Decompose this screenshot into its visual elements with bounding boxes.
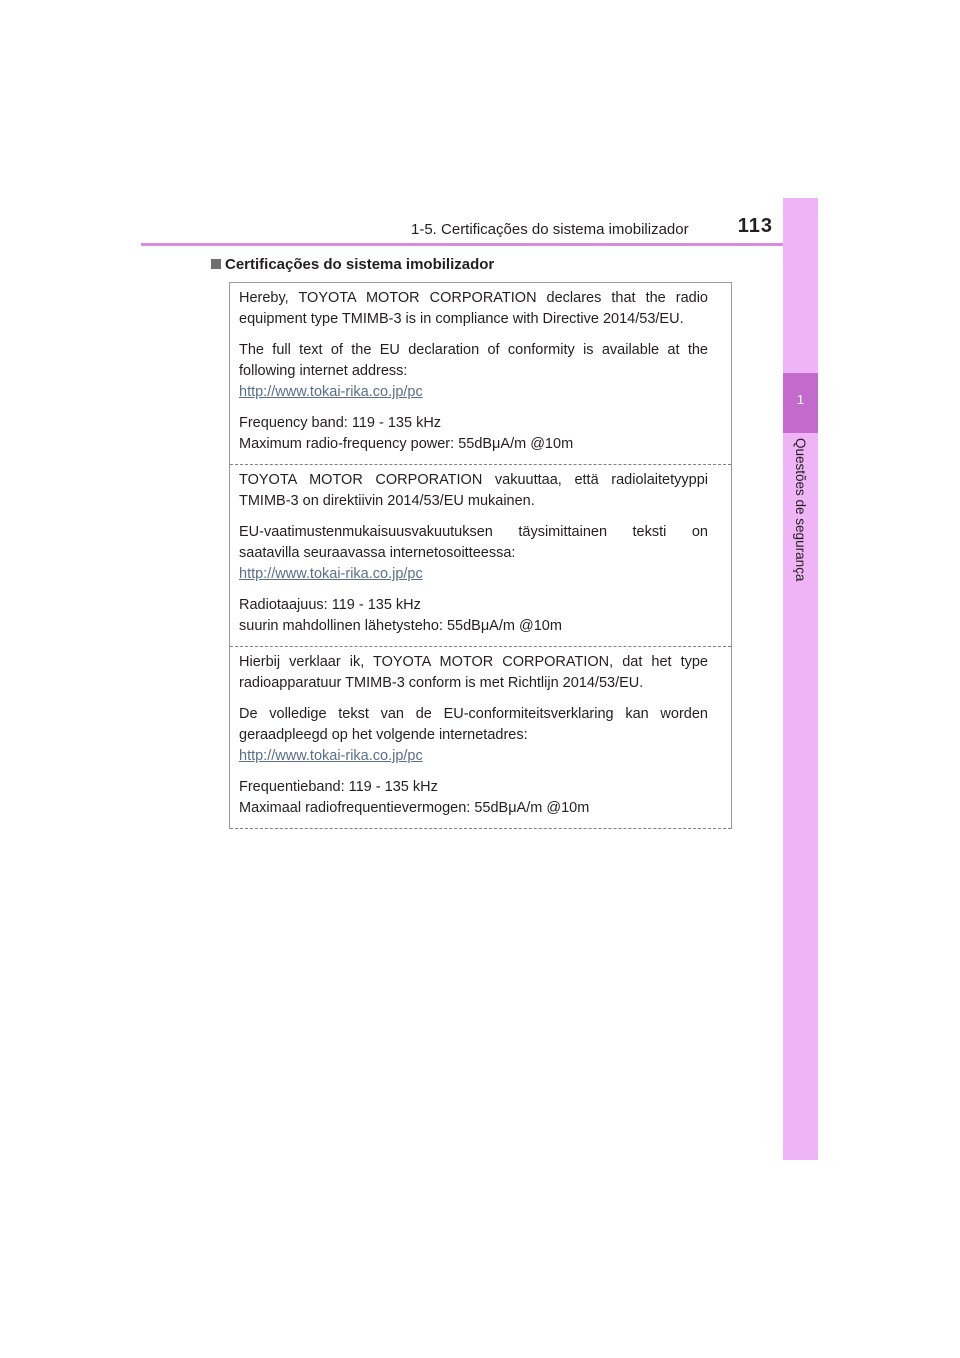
- running-header-title: 1-5. Certificações do sistema imobilizador: [411, 221, 689, 238]
- certification-table: [229, 282, 732, 829]
- declaration-text: Hierbij verklaar ik, TOYOTA MOTOR CORPORATION, dat het type radioapparatuur TMIMB-3 conform is met Richtlijn 2014/53/EU.: [239, 654, 708, 691]
- certification-block-dutch: [230, 647, 731, 829]
- availability-paragraph: [239, 522, 708, 585]
- declaration-text: TOYOTA MOTOR CORPORATION vakuuttaa, että radiolaitetyyppi TMIMB-3 on direktiivin 2014/53/EU mukainen.: [239, 472, 708, 509]
- chapter-side-tab: [783, 198, 818, 1160]
- square-bullet-icon: [211, 259, 221, 269]
- certification-block-finnish: [230, 465, 731, 647]
- availability-text: The full text of the EU declaration of conformity is available at the following internet address:: [239, 342, 708, 379]
- max-power-text: Maximum radio-frequency power: 55dBμA/m @10m: [239, 436, 574, 452]
- max-power-text: Maximaal radiofrequentievermogen: 55dBμA/m @10m: [239, 800, 590, 816]
- declaration-link[interactable]: http://www.tokai-rika.co.jp/pc: [239, 384, 423, 400]
- availability-paragraph: [239, 704, 708, 767]
- availability-paragraph: [239, 340, 708, 403]
- technical-specs: [239, 595, 708, 637]
- availability-text: EU-vaatimustenmukaisuusvakuutuksen täysimittainen teksti on saatavilla seuraavassa internetosoitteessa:: [239, 524, 708, 561]
- frequency-band-text: Frequency band: 119 - 135 kHz: [239, 415, 442, 431]
- chapter-number: 1: [796, 392, 805, 407]
- declaration-link[interactable]: http://www.tokai-rika.co.jp/pc: [239, 748, 423, 764]
- certification-block-english: [230, 283, 731, 465]
- section-heading: [211, 254, 771, 276]
- technical-specs: [239, 413, 708, 455]
- chapter-title: Questões de segurança: [793, 438, 808, 582]
- technical-specs: [239, 777, 708, 819]
- max-power-text: suurin mahdollinen lähetysteho: 55dBμA/m @10m: [239, 618, 562, 634]
- declaration-link[interactable]: http://www.tokai-rika.co.jp/pc: [239, 566, 423, 582]
- header-divider: [141, 243, 817, 246]
- availability-text: De volledige tekst van de EU-conformiteitsverklaring kan worden geraadpleegd op het volgende internetadres:: [239, 706, 708, 743]
- frequency-band-text: Radiotaajuus: 119 - 135 kHz: [239, 597, 421, 613]
- page-number: 113: [737, 215, 773, 237]
- frequency-band-text: Frequentieband: 119 - 135 kHz: [239, 779, 438, 795]
- section-heading-text: Certificações do sistema imobilizador: [225, 256, 495, 273]
- declaration-text: Hereby, TOYOTA MOTOR CORPORATION declares that the radio equipment type TMIMB-3 is in compliance with Directive 2014/53/EU.: [239, 290, 708, 327]
